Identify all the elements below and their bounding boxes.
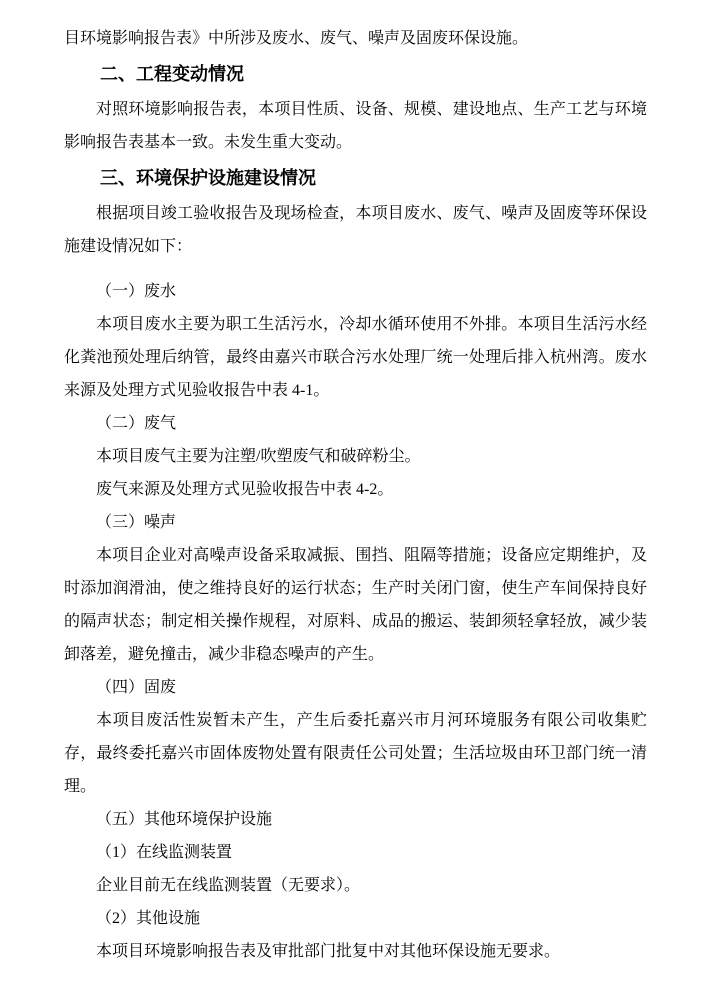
subsection-solid-waste: （四）固废 bbox=[96, 679, 177, 696]
subsection-other-installations: （2）其他设施 bbox=[96, 910, 201, 927]
section-heading-project-changes: 二、工程变动情况 bbox=[100, 64, 244, 84]
subsection-waste-gas: （二）废气 bbox=[96, 415, 177, 432]
subsection-wastewater: （一）废水 bbox=[96, 283, 177, 300]
paragraph-facilities-intro: 根据项目竣工验收报告及现场检查，本项目废水、废气、噪声及固废等环保设施建设情况如下： bbox=[64, 205, 647, 255]
paragraph-online-monitoring: 企业目前无在线监测装置（无要求）。 bbox=[96, 877, 361, 894]
subsection-online-monitoring: （1）在线监测装置 bbox=[96, 844, 233, 861]
section-heading-env-facilities: 三、环境保护设施建设情况 bbox=[100, 168, 316, 188]
subsection-noise: （三）噪声 bbox=[96, 514, 177, 531]
continuation-paragraph: 目环境影响报告表》中所涉及废水、废气、噪声及固废环保设施。 bbox=[64, 30, 529, 47]
subsection-other-facilities: （五）其他环境保护设施 bbox=[96, 811, 273, 828]
paragraph-solid-waste: 本项目废活性炭暂未产生，产生后委托嘉兴市月河环境服务有限公司收集贮存，最终委托嘉兴市固体废物处置有限责任公司处置；生活垃圾由环卫部门统一清理。 bbox=[64, 712, 647, 795]
paragraph-other-installations: 本项目环境影响报告表及审批部门批复中对其他环保设施无要求。 bbox=[96, 943, 561, 960]
paragraph-waste-gas-source: 本项目废气主要为注塑/吹塑废气和破碎粉尘。 bbox=[96, 448, 421, 465]
paragraph-noise-measures: 本项目企业对高噪声设备采取减振、围挡、阻隔等措施；设备应定期维护，及时添加润滑油，使之维持良好的运行状态；生产时关闭门窗，使生产车间保持良好的隔声状态；制定相关操作规程，对原料、成品的搬运、装卸须轻拿轻放，减少装卸落差，避免撞击，减少非稳态噪声的产生。 bbox=[64, 547, 647, 663]
paragraph-waste-gas-table-ref: 废气来源及处理方式见验收报告中表 4-2。 bbox=[96, 481, 394, 498]
paragraph-project-changes: 对照环境影响报告表，本项目性质、设备、规模、建设地点、生产工艺与环境影响报告表基本一致。未发生重大变动。 bbox=[64, 101, 647, 151]
paragraph-wastewater: 本项目废水主要为职工生活污水，冷却水循环使用不外排。本项目生活污水经化粪池预处理后纳管，最终由嘉兴市联合污水处理厂统一处理后排入杭州湾。废水来源及处理方式见验收报告中表 4-1。 bbox=[64, 316, 647, 399]
